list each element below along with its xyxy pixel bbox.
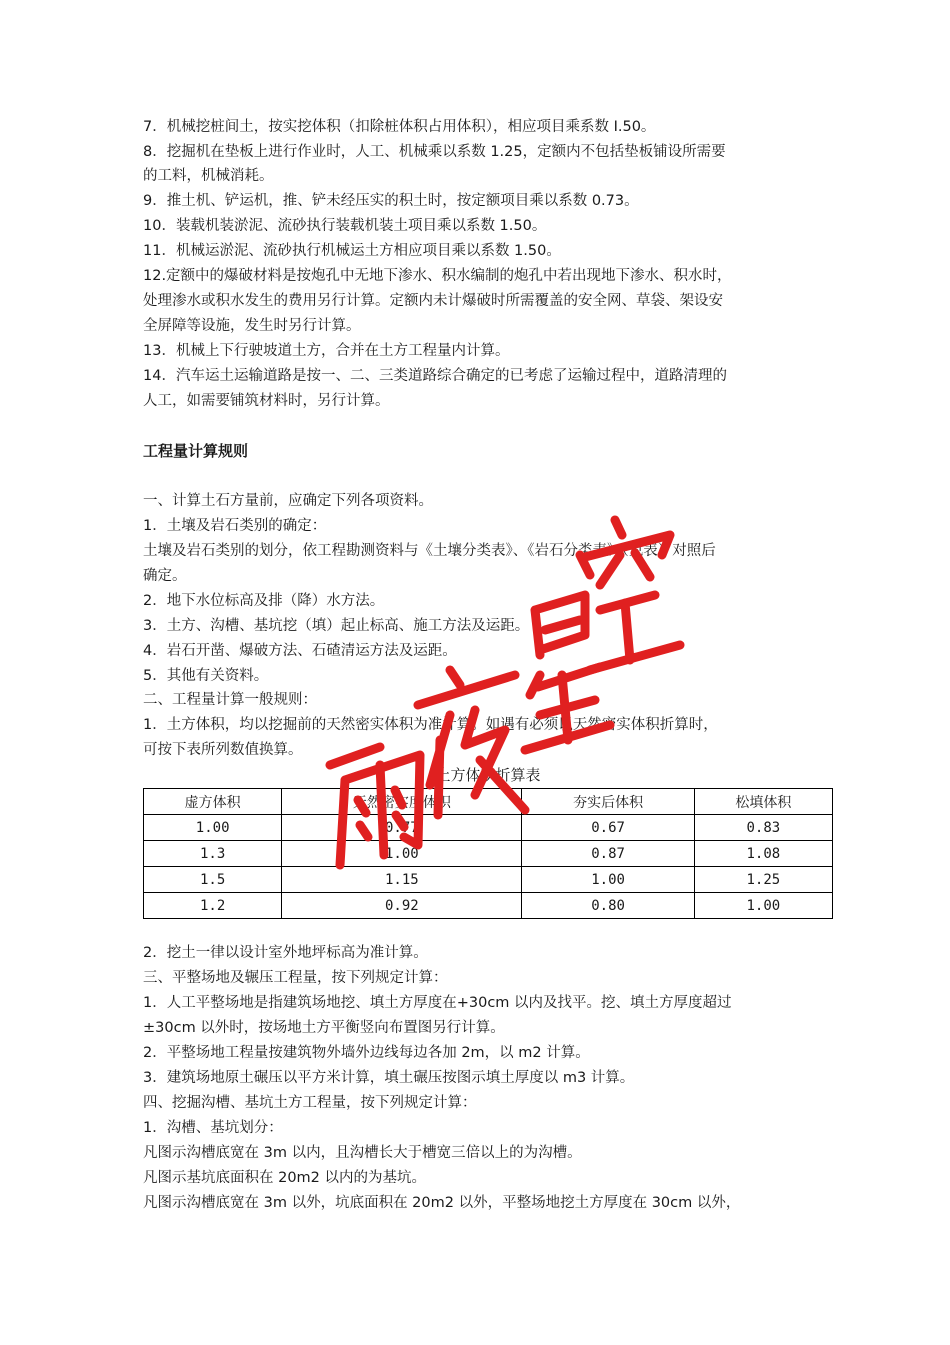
text-line: 5．其他有关资料。 [143, 668, 269, 684]
table-row [144, 815, 833, 841]
table-cell: 0.87 [522, 841, 694, 867]
text-line: 1．土方体积，均以挖掘前的天然密实体积为准计算。如遇有必须以天然密实体积折算时， [143, 717, 718, 733]
text-line: 2．平整场地工程量按建筑物外墙外边线每边各加 2m，以 m2 计算。 [143, 1045, 590, 1061]
table-row [144, 841, 833, 867]
text-line: 凡图示基坑底面积在 20m2 以内的为基坑。 [143, 1170, 427, 1186]
column-header: 虚方体积 [144, 789, 282, 815]
table-cell: 1.00 [522, 867, 694, 893]
table-caption: 土方体积折算表 [435, 766, 541, 784]
text-line: 人工，如需要铺筑材料时，另行计算。 [143, 393, 390, 409]
table-cell: 0.77 [282, 815, 522, 841]
text-line: 三、平整场地及辗压工程量，按下列规定计算： [143, 970, 448, 986]
text-line: 一、计算土石方量前，应确定下列各项资料。 [143, 493, 433, 509]
text-line: 可按下表所列数值换算。 [143, 742, 303, 758]
text-line: 14．汽车运土运输道路是按一、二、三类道路综合确定的已考虑了运输过程中，道路清理的 [143, 368, 727, 384]
text-line: 1．沟槽、基坑划分： [143, 1120, 283, 1136]
text-line: 凡图示沟槽底宽在 3m 以内，且沟槽长大于槽宽三倍以上的为沟槽。 [143, 1145, 582, 1161]
table-cell: 0.80 [522, 893, 694, 919]
table-cell: 1.00 [282, 841, 522, 867]
text-line: 1．土壤及岩石类别的确定： [143, 518, 327, 534]
table-header-row [144, 789, 833, 815]
table-cell: 0.83 [694, 815, 832, 841]
text-line: 处理渗水或积水发生的费用另行计算。定额内未计爆破时所需覆盖的安全网、草袋、架设安 [143, 293, 723, 309]
column-header: 天然密实度体积 [282, 789, 522, 815]
table-cell: 1.2 [144, 893, 282, 919]
text-line: 12.定额中的爆破材料是按炮孔中无地下渗水、积水编制的炮孔中若出现地下渗水、积水时， [143, 268, 732, 284]
text-line: 11．机械运淤泥、流砂执行机械运土方相应项目乘以系数 1.50。 [143, 243, 561, 259]
text-line: 10．装载机装淤泥、流砂执行装载机装土项目乘以系数 1.50。 [143, 218, 547, 234]
text-line: 全屏障等设施，发生时另行计算。 [143, 318, 361, 334]
text-line: 7．机械挖桩间土，按实挖体积（扣除桩体积占用体积），相应项目乘系数 I.50。 [143, 119, 656, 135]
text-line: 13．机械上下行驶坡道土方，合并在土方工程量内计算。 [143, 343, 510, 359]
text-line: 3．建筑场地原土碾压以平方米计算，填土碾压按图示填土厚度以 m3 计算。 [143, 1070, 635, 1086]
text-line: 4．岩石开凿、爆破方法、石碴清运方法及运距。 [143, 643, 457, 659]
section-heading: 工程量计算规则 [143, 442, 249, 460]
text-line: ±30cm 以外时，按场地土方平衡竖向布置图另行计算。 [143, 1020, 505, 1036]
text-line: 的工料，机械消耗。 [143, 168, 274, 184]
text-line: 四、挖掘沟槽、基坑土方工程量，按下列规定计算： [143, 1095, 477, 1111]
text-line: 凡图示沟槽底宽在 3m 以外，坑底面积在 20m2 以外，平整场地挖土方厚度在 30cm 以外， [143, 1195, 741, 1211]
volume-conversion-table [143, 788, 833, 919]
table-cell: 1.00 [144, 815, 282, 841]
text-line: 8．挖掘机在垫板上进行作业时，人工、机械乘以系数 1.25，定额内不包括垫板铺设所需要 [143, 144, 726, 160]
table-cell: 1.3 [144, 841, 282, 867]
table-row [144, 867, 833, 893]
table-cell: 1.25 [694, 867, 832, 893]
table-cell: 0.67 [522, 815, 694, 841]
text-line: 3．土方、沟槽、基坑挖（填）起止标高、施工方法及运距。 [143, 618, 530, 634]
table-cell: 0.92 [282, 893, 522, 919]
column-header: 松填体积 [694, 789, 832, 815]
column-header: 夯实后体积 [522, 789, 694, 815]
table-cell: 1.15 [282, 867, 522, 893]
text-line: 二、工程量计算一般规则： [143, 692, 317, 708]
text-line: 确定。 [143, 568, 187, 584]
text-line: 土壤及岩石类别的划分，依工程勘测资料与《土壤分类表》、《岩石分类表》（见表）对照后 [143, 543, 716, 559]
table-row [144, 893, 833, 919]
table-cell: 1.00 [694, 893, 832, 919]
text-line: 1．人工平整场地是指建筑场地挖、填土方厚度在+30cm 以内及找平。挖、填土方厚度超过 [143, 995, 732, 1011]
table-cell: 1.08 [694, 841, 832, 867]
text-line: 2．挖土一律以设计室外地坪标高为准计算。 [143, 945, 428, 961]
text-line: 2．地下水位标高及排（降）水方法。 [143, 593, 385, 609]
text-line: 9．推土机、铲运机，推、铲未经压实的积土时，按定额项目乘以系数 0.73。 [143, 193, 639, 209]
table-cell: 1.5 [144, 867, 282, 893]
